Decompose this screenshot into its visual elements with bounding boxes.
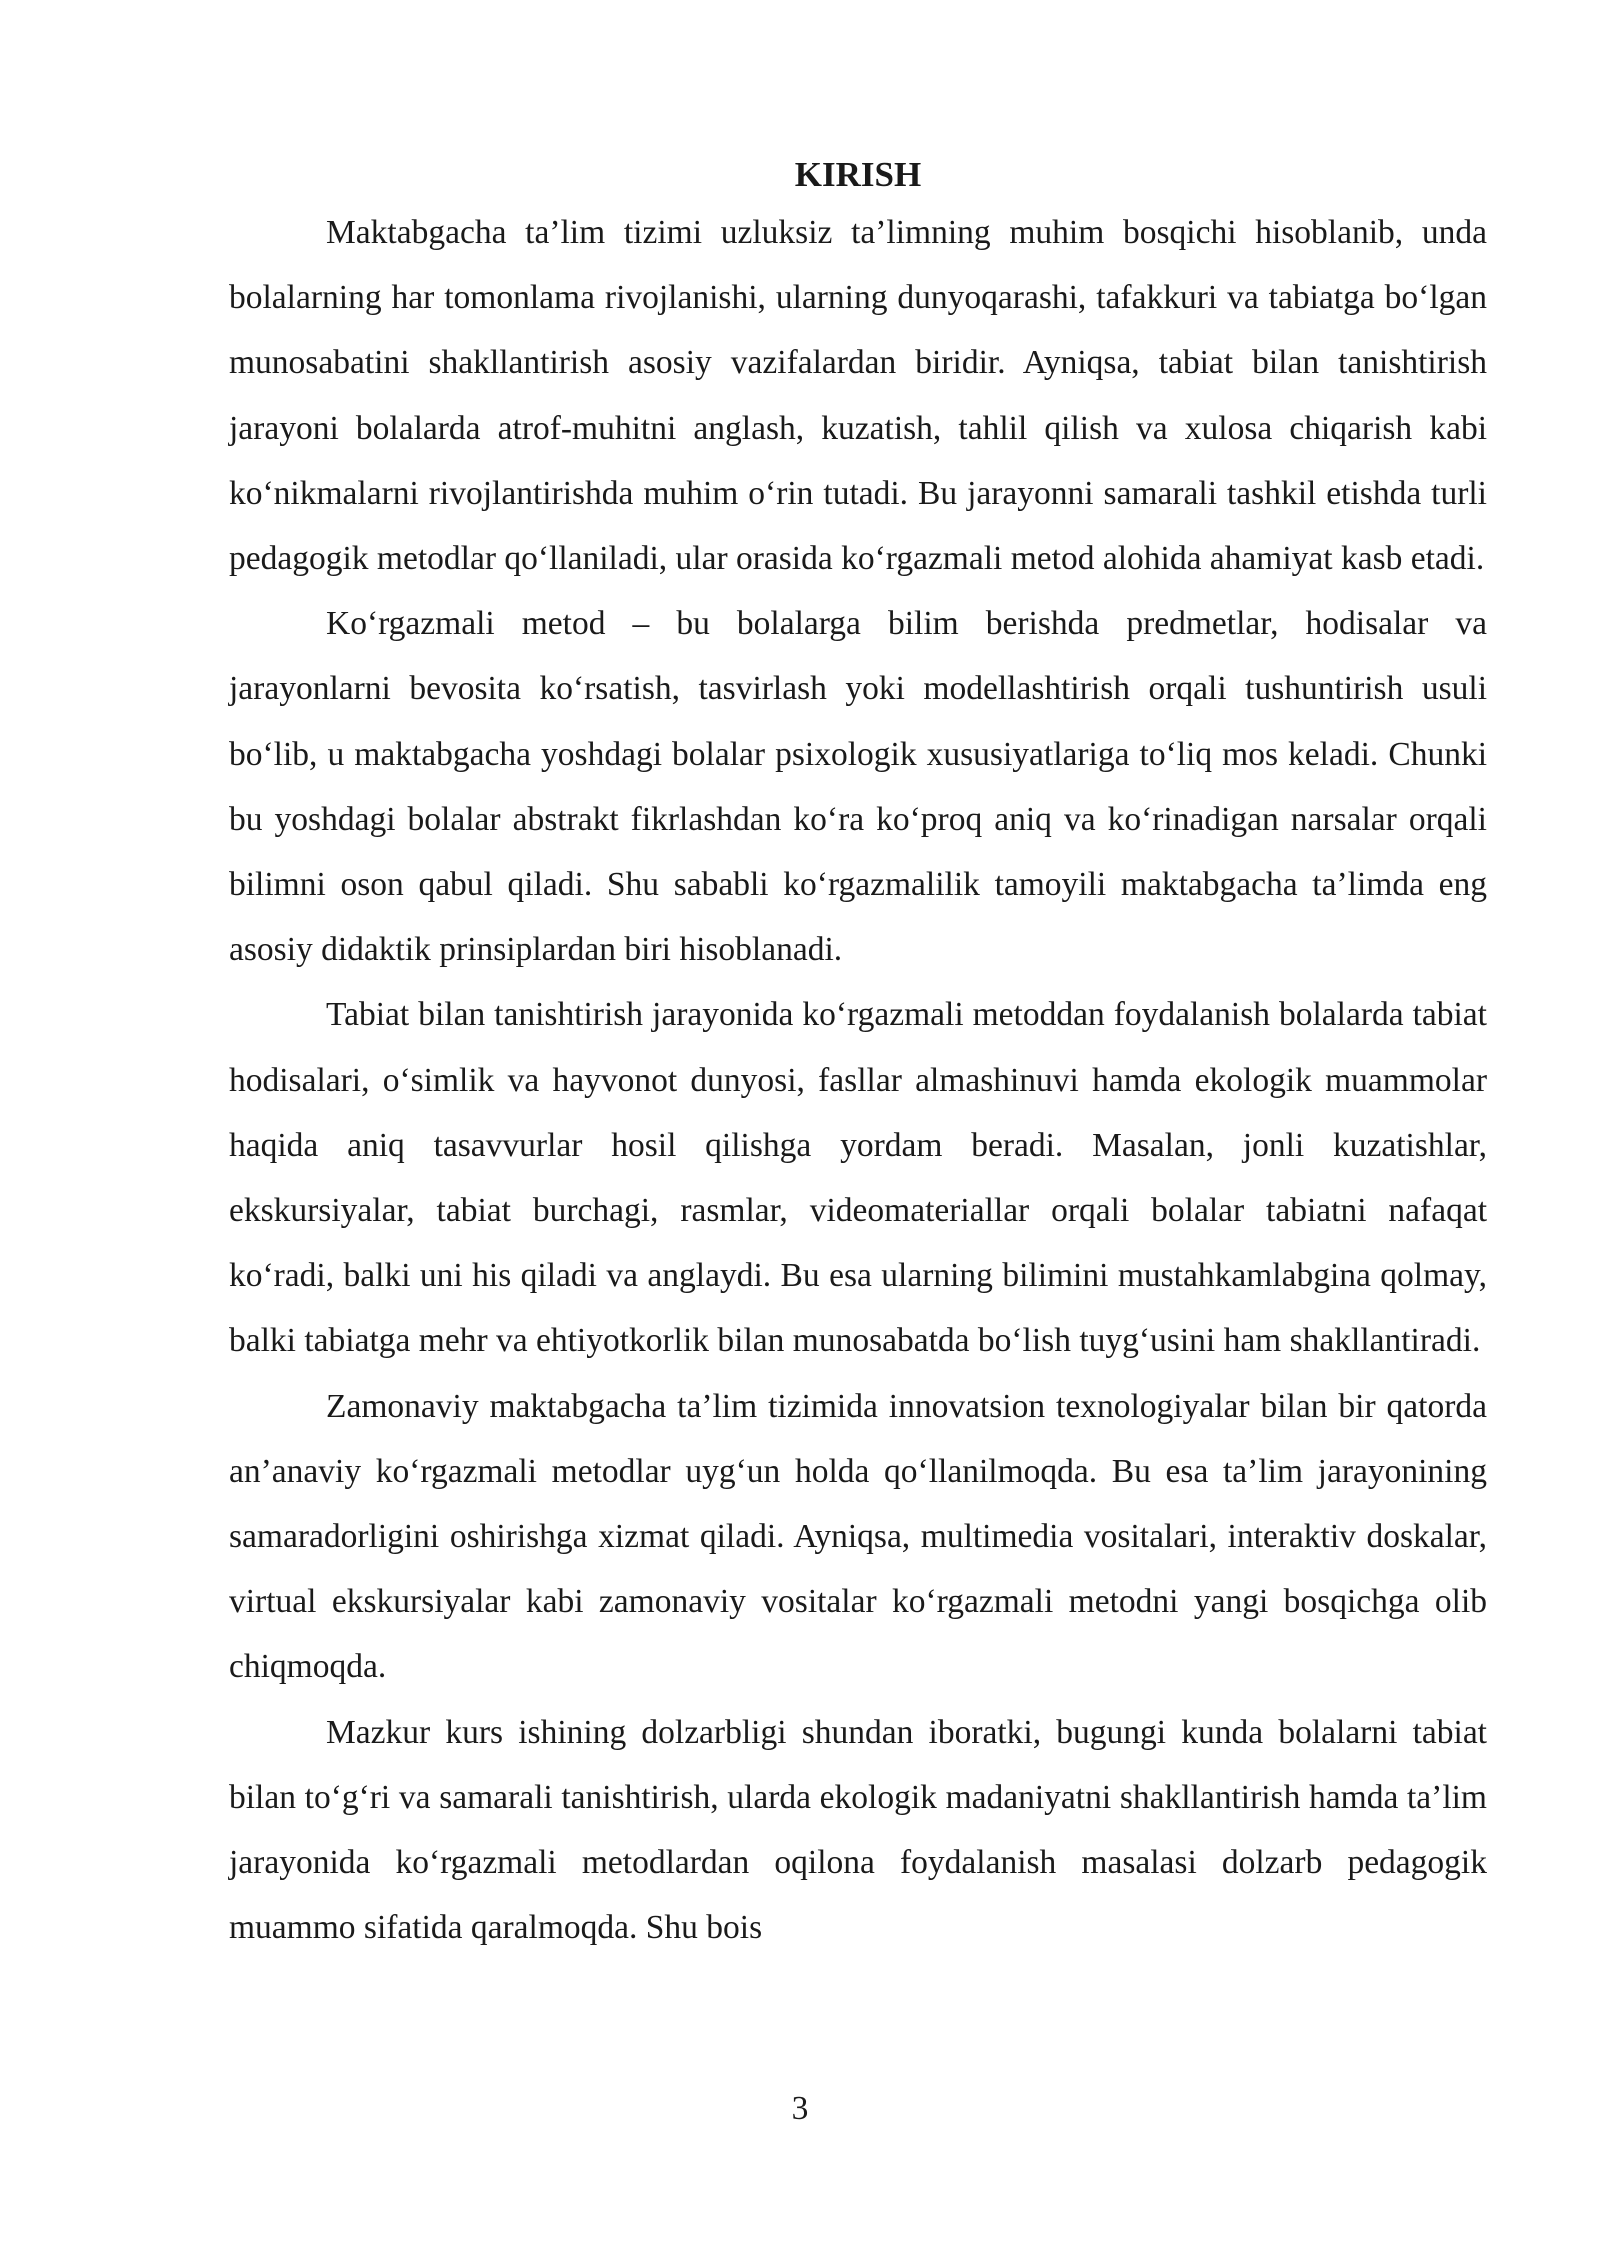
page-number: 3 xyxy=(791,2090,809,2127)
section-heading: KIRISH xyxy=(794,155,922,194)
paragraph-4: Zamonaviy maktabgacha ta’lim tizimida innovatsion texnologiyalar bilan bir qatorda an’anaviy ko‘rgazmali metodlar uyg‘un holda qo‘llanilmoqda. Bu esa ta’lim jarayonining samaradorligini oshirishga xizmat qiladi. Ayniqsa, multimedia vositalari, interaktiv doskalar, virtual ekskursiyalar kabi zamonaviy vositalar ko‘rgazmali metodni yangi bosqichga olib chiqmoqda. xyxy=(229,1387,1487,1686)
paragraph-2: Ko‘rgazmali metod – bu bolalarga bilim berishda predmetlar, hodisalar va jarayonlarni bevosita ko‘rsatish, tasvirlash yoki modellashtirish orqali tushuntirish usuli bo‘lib, u maktabgacha yoshdagi bolalar psixologik xususiyatlariga to‘liq mos keladi. Chunki bu yoshdagi bolalar abstrakt fikrlashdan ko‘ra ko‘proq aniq va ko‘rinadigan narsalar orqali bilimni oson qabul qiladi. Shu sababli ko‘rgazmalilik tamoyili maktabgacha ta’limda eng asosiy didaktik prinsiplardan biri hisoblanadi. xyxy=(229,605,1487,969)
page-body xyxy=(229,150,1487,1960)
paragraph-1: Maktabgacha ta’lim tizimi uzluksiz ta’limning muhim bosqichi hisoblanib, unda bolalarning har tomonlama rivojlanishi, ularning dunyoqarashi, tafakkuri va tabiatga bo‘lgan munosabatini shakllantirish asosiy vazifalardan biridir. Ayniqsa, tabiat bilan tanishtirish jarayoni bolalarda atrof-muhitni anglash, kuzatish, tahlil qilish va xulosa chiqarish kabi ko‘nikmalarni rivojlantirishda muhim o‘rin tutadi. Bu jarayonni samarali tashkil etishda turli pedagogik metodlar qo‘llaniladi, ular orasida ko‘rgazmali metod alohida ahamiyat kasb etadi. xyxy=(229,214,1487,578)
paragraph-5: Mazkur kurs ishining dolzarbligi shundan iboratki, bugungi kunda bolalarni tabiat bilan to‘g‘ri va samarali tanishtirish, ularda ekologik madaniyatni shakllantirish hamda ta’lim jarayonida ko‘rgazmali metodlardan oqilona foydalanish masalasi dolzarb pedagogik muammo sifatida qaralmoqda. Shu bois xyxy=(229,1713,1487,1947)
paragraph-3: Tabiat bilan tanishtirish jarayonida ko‘rgazmali metoddan foydalanish bolalarda tabiat hodisalari, o‘simlik va hayvonot dunyosi, fasllar almashinuvi hamda ekologik muammolar haqida aniq tasavvurlar hosil qilishga yordam beradi. Masalan, jonli kuzatishlar, ekskursiyalar, tabiat burchagi, rasmlar, videomateriallar orqali bolalar tabiatni nafaqat ko‘radi, balki uni his qiladi va anglaydi. Bu esa ularning bilimini mustahkamlabgina qolmay, balki tabiatga mehr va ehtiyotkorlik bilan munosabatda bo‘lish tuyg‘usini ham shakllantiradi. xyxy=(229,996,1487,1360)
